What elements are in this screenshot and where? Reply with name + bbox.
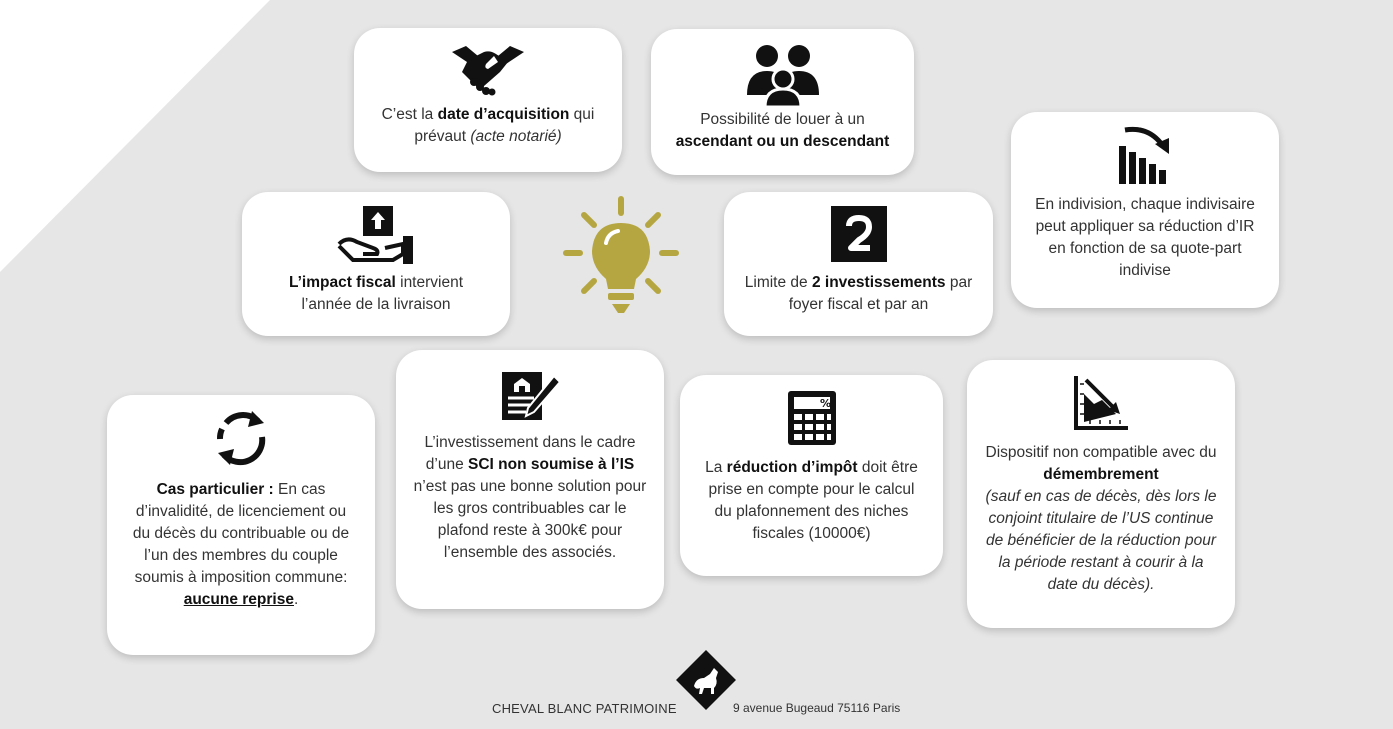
card-demembrement [967, 360, 1235, 628]
document-edit-icon [500, 368, 560, 422]
calculator-icon [786, 389, 838, 447]
handshake-icon [450, 42, 526, 98]
card-limite-text: Limite de 2 investissements par foyer fiscal et par an [744, 274, 973, 313]
card-impact-text: L’impact fiscal intervient l’année de la livraison [288, 274, 464, 313]
family-icon [745, 43, 821, 107]
card-reduction [680, 375, 943, 576]
number-two-icon [831, 206, 887, 262]
refresh-icon [212, 407, 270, 469]
card-particulier-text: Cas particulier : En cas d’invalidité, de licenciement ou du décès du contribuable ou de l’un des membres du couple soumis à imposition commune: aucune reprise. [132, 481, 350, 608]
hand-box-icon [337, 204, 415, 266]
declining-chart-icon [1072, 374, 1130, 432]
card-sci-text: L’investissement dans le cadre d’une SCI non soumise à l’IS n’est pas une bonne solution pour les gros contribuables car le plafond reste à 300k€ pour l’ensemble des associés. [413, 434, 647, 561]
card-indivision-text: En indivision, chaque indivisaire peut appliquer sa réduction d’IR en fonction de sa quote-part indivise [1035, 196, 1255, 279]
card-location-text: Possibilité de louer à un ascendant ou un descendant [675, 111, 890, 150]
lightbulb-icon [562, 195, 680, 317]
horse-logo [676, 650, 736, 710]
declining-bars-icon [1115, 124, 1175, 186]
footer-company: CHEVAL BLANC PATRIMOINE [492, 701, 677, 716]
card-indivision [1011, 112, 1279, 308]
card-particulier [107, 395, 375, 655]
card-sci [396, 350, 664, 609]
card-location [651, 29, 914, 175]
card-impact [242, 192, 510, 336]
card-demembrement-text: Dispositif non compatible avec du démembrement (sauf en cas de décès, dès lors le conjoint titulaire de l’US continue de bénéficier de la réduction pour la période restant à courir à la date du décès). [985, 444, 1217, 593]
card-limite [724, 192, 993, 336]
card-acquisition [354, 28, 622, 172]
svg-text:%: % [819, 397, 831, 410]
card-acquisition-text: C’est la date d’acquisition qui prévaut (acte notarié) [381, 106, 595, 145]
footer-address: 9 avenue Bugeaud 75116 Paris [733, 701, 901, 715]
card-reduction-text: La réduction d’impôt doit être prise en compte pour le calcul du plafonnement des niches fiscales (10000€) [705, 459, 918, 542]
